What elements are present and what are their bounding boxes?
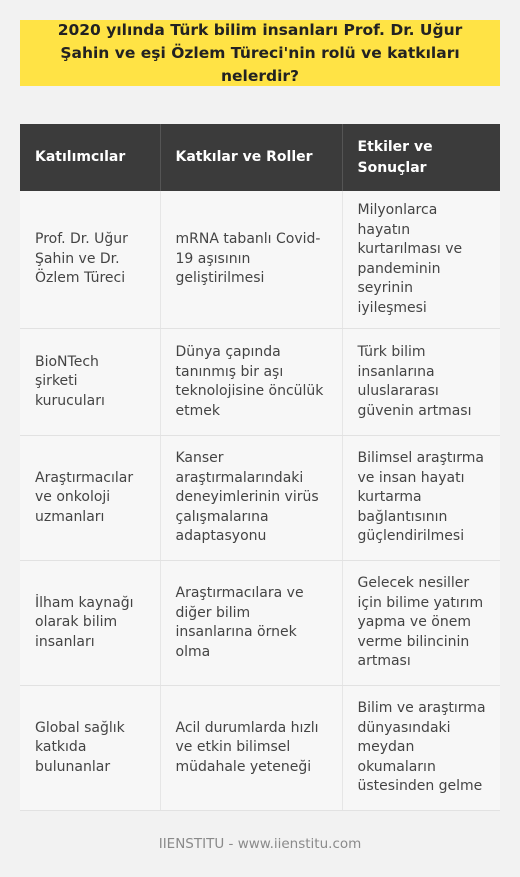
header-contributions: Katkılar ve Roller (160, 124, 342, 191)
table-row (20, 191, 500, 329)
page-title: 2020 yılında Türk bilim insanları Prof. Dr. Uğur Şahin ve eşi Özlem Türeci'nin rolü ve katkıları nelerdir? (57, 20, 463, 85)
table-cell: Prof. Dr. Uğur Şahin ve Dr. Özlem Türeci (20, 191, 160, 329)
table-cell: Gelecek nesiller için bilime yatırım yapma ve önem verme bilincinin artması (342, 561, 500, 686)
table-cell: Acil durumlarda hızlı ve etkin bilimsel müdahale yeteneği (160, 686, 342, 811)
table-cell: mRNA tabanlı Covid-19 aşısının geliştirilmesi (160, 191, 342, 329)
table-cell: Milyonlarca hayatın kurtarılması ve pandeminin seyrinin iyileşmesi (342, 191, 500, 329)
table-cell: İlham kaynağı olarak bilim insanları (20, 561, 160, 686)
table-cell: Kanser araştırmalarındaki deneyimlerinin virüs çalışmalarına adaptasyonu (160, 436, 342, 561)
table-row (20, 436, 500, 561)
table-row (20, 329, 500, 436)
table-cell: Dünya çapında tanınmış bir aşı teknolojisine öncülük etmek (160, 329, 342, 436)
footer-credit: IIENSTITU - www.iienstitu.com (158, 836, 362, 852)
title-banner (20, 20, 500, 86)
table-cell: Araştırmacılara ve diğer bilim insanlarına örnek olma (160, 561, 342, 686)
table-cell: Bilimsel araştırma ve insan hayatı kurtarma bağlantısının güçlendirilmesi (342, 436, 500, 561)
table-header-row (20, 124, 500, 191)
header-participants: Katılımcılar (20, 124, 160, 191)
table-cell: Türk bilim insanlarına uluslararası güvenin artması (342, 329, 500, 436)
table-row (20, 686, 500, 811)
header-effects: Etkiler ve Sonuçlar (342, 124, 500, 191)
table-cell: Araştırmacılar ve onkoloji uzmanları (20, 436, 160, 561)
info-table (20, 124, 500, 811)
table-row (20, 561, 500, 686)
table-cell: Global sağlık katkıda bulunanlar (20, 686, 160, 811)
table-cell: Bilim ve araştırma dünyasındaki meydan okumaların üstesinden gelme (342, 686, 500, 811)
table-cell: BioNTech şirketi kurucuları (20, 329, 160, 436)
